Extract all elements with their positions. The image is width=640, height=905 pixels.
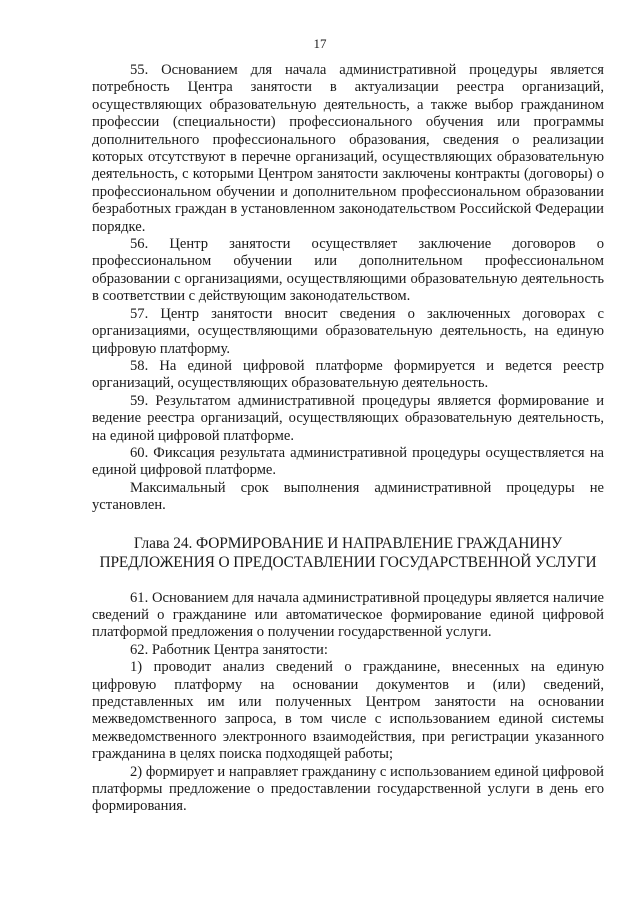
- paragraph-62-item-2: 2) формирует и направляет гражданину с использованием единой цифровой платформы предложение о предоставлении государственной услуги в день его формирования.: [92, 763, 604, 815]
- paragraph-61: 61. Основанием для начала административной процедуры является наличие сведений о гражданине или автоматическое формирование единой цифровой платформой предложения о получении государственной услуги.: [92, 589, 604, 641]
- paragraph-60: 60. Фиксация результата административной процедуры осуществляется на единой цифровой платформе.: [92, 444, 604, 479]
- paragraph-56: 56. Центр занятости осуществляет заключение договоров о профессиональном обучении или дополнительном профессиональном образовании с организациями, осуществляющими образовательную деятельность в соответствии с действующим законодательством.: [92, 236, 604, 305]
- chapter-title: [92, 534, 604, 572]
- chapter-title-line-1: Глава 24. ФОРМИРОВАНИЕ И НАПРАВЛЕНИЕ ГРАЖДАНИНУ: [133, 534, 563, 552]
- paragraph-max-term: Максимальный срок выполнения административной процедуры не установлен.: [92, 479, 604, 514]
- paragraph-55: 55. Основанием для начала административной процедуры является потребность Центра занятости в актуализации реестра организаций, осуществляющих образовательную деятельность, а также выбор гражданином профессии (специальности) профессионального обучения или программы дополнительного профессионального образования, сведения о реализации которых отсутствуют в перечне организаций, осуществляющих образовательную деятельность, с которыми Центром занятости заключены контракты (договоры) о профессиональном обучении и дополнительном профессиональном образовании безработных граждан в установленном законодательством Российской Федерации порядке.: [92, 62, 604, 235]
- paragraph-58: 58. На единой цифровой платформе формируется и ведется реестр организаций, осуществляющих образовательную деятельность.: [92, 357, 604, 392]
- paragraph-62-item-1: 1) проводит анализ сведений о гражданине, внесенных на единую цифровую платформу на основании документов и (или) сведений, представленных им или полученных Центром занятости на основании межведомственного запроса, в том числе с использованием единой системы межведомственного электронного взаимодействия, при регистрации указанного гражданина в целях поиска подходящей работы;: [92, 659, 604, 763]
- paragraph-62: 62. Работник Центра занятости:: [130, 641, 328, 658]
- document-body: [92, 62, 604, 816]
- paragraph-59: 59. Результатом административной процедуры является формирование и ведение реестра организаций, осуществляющих образовательную деятельность, на единой цифровой платформе.: [92, 392, 604, 444]
- chapter-title-line-2: ПРЕДЛОЖЕНИЯ О ПРЕДОСТАВЛЕНИИ ГОСУДАРСТВЕННОЙ УСЛУГИ: [99, 553, 597, 571]
- page-number: 17: [313, 36, 327, 51]
- paragraph-57: 57. Центр занятости вносит сведения о заключенных договорах с организациями, осуществляющими образовательную деятельность, на единую цифровую платформу.: [92, 305, 604, 357]
